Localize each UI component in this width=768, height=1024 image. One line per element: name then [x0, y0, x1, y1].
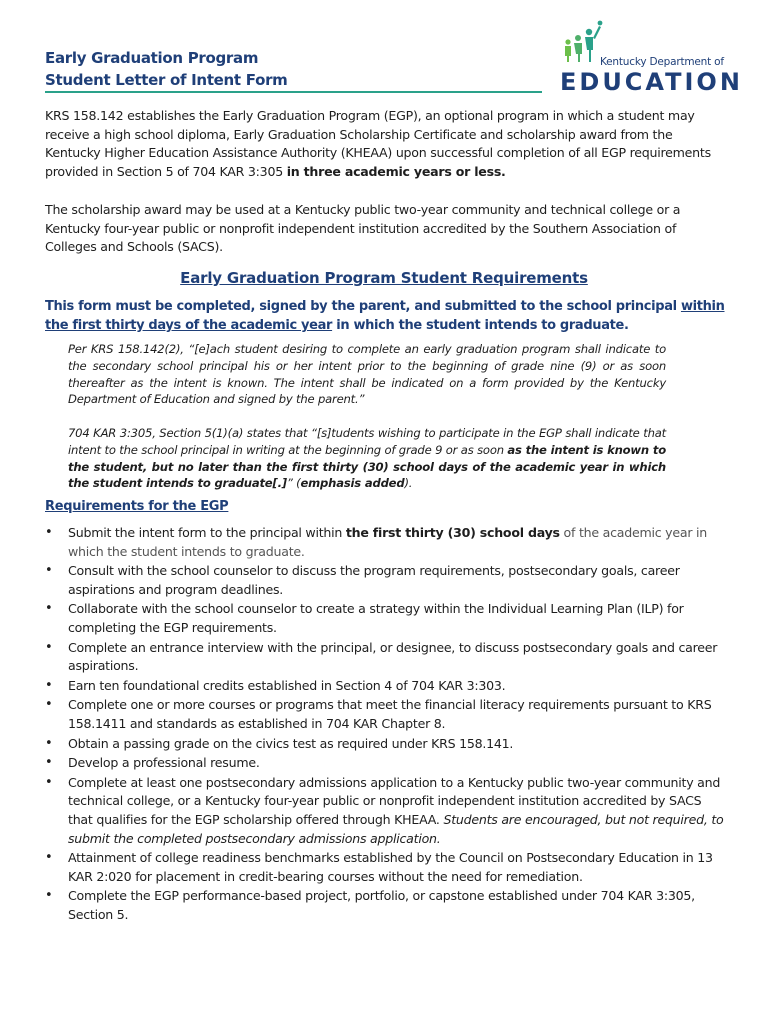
- section-heading-text: Early Graduation Program Student Requirements: [180, 269, 588, 287]
- form-instruction: [45, 297, 725, 335]
- bullet: •: [45, 525, 53, 540]
- requirement-item: [45, 562, 725, 599]
- requirement-bold: the first thirty (30) school days: [345, 525, 560, 540]
- instruction-start: This form must be completed, signed by the parent, and submitted to the school principal: [45, 299, 677, 314]
- requirement-item: [45, 735, 725, 754]
- requirement-item: [45, 754, 725, 773]
- requirement-text-end: of the academic year in which the student intends to graduate.: [68, 525, 707, 559]
- requirement-text: Submit the intent form to the principal within: [68, 525, 343, 540]
- section-heading: [0, 268, 768, 287]
- requirement-text: Earn ten foundational credits established in Section 4 of 704 KAR 3:303.: [68, 677, 506, 693]
- instruction-end: in which the student intends to graduate.: [336, 318, 629, 333]
- requirement-item: [45, 774, 725, 848]
- logo-wordmark: EDUCATION: [560, 68, 743, 96]
- requirement-text: Complete an entrance interview with the principal, or designee, to discuss postsecondary goals and career aspirations.: [68, 639, 718, 674]
- requirement-text: Develop a professional resume.: [68, 755, 260, 771]
- kar-quote-end: ).: [404, 476, 413, 491]
- intro-paragraph-2: The scholarship award may be used at a Kentucky public two-year community and technical college or a Kentucky four-year public or nonprofit independent institution accredited by the Southern Association of Colleges and Schools (SACS).: [45, 202, 681, 255]
- document-title-line1: Early Graduation Program: [45, 49, 259, 67]
- instruction-deadline: within the first thirty days of the academic year: [45, 299, 725, 333]
- bullet: •: [45, 601, 53, 617]
- requirement-item: [45, 524, 725, 561]
- requirement-item: [45, 677, 725, 696]
- document-header: [45, 47, 545, 91]
- requirement-text: Obtain a passing grade on the civics test as required under KRS 158.141.: [68, 735, 514, 751]
- kar-quote-bold: as the intent is known to the student, but no later than the first thirty (30) school days of the academic year in which the student intends to graduate[.]: [68, 442, 666, 491]
- document-title-line2: Student Letter of Intent Form: [45, 71, 288, 89]
- bullet: •: [45, 888, 53, 904]
- bullet: •: [45, 755, 53, 771]
- bullet: •: [45, 677, 53, 693]
- kar-quote-mid: ” (: [286, 476, 301, 491]
- requirement-item: [45, 639, 725, 676]
- bullet: •: [45, 639, 53, 655]
- krs-quote: Per KRS 158.142(2), “[e]ach student desiring to complete an early graduation program shall indicate to the secondary school principal his or her intent prior to the beginning of grade nine (9) or as soon thereafter as the intent is known. The intent shall be indicated on a form provided by the Kentucky Department of Education and signed by the parent.”: [68, 342, 666, 407]
- requirement-text: Complete one or more courses or programs that meet the financial literacy requirements pursuant to KRS 158.1411 and standards as established in 704 KAR Chapter 8.: [68, 697, 712, 731]
- kde-logo: [560, 18, 743, 98]
- header-divider: [45, 91, 542, 93]
- requirements-heading: Requirements for the EGP: [45, 499, 229, 514]
- intro-paragraph-1-bold: in three academic years or less.: [286, 164, 506, 180]
- intro-paragraph-1-text: KRS 158.142 establishes the Early Graduation Program (EGP), an optional program in which a student may receive a high school diploma, Early Graduation Scholarship Certificate and scholarship award from the Kentucky Higher Education Assistance Authority (KHEAA) upon successful completion of all EGP requirements provided in Section 5 of 704 KAR 3:305: [45, 108, 711, 180]
- kar-quote-emphasis: emphasis added: [300, 476, 405, 491]
- requirements-list: [45, 524, 725, 925]
- kar-quote: [68, 425, 666, 492]
- bullet: •: [45, 850, 53, 866]
- requirement-item: [45, 849, 725, 886]
- requirement-text: Complete the EGP performance-based project, portfolio, or capstone established under 704 KAR 3:305, Section 5.: [68, 888, 695, 922]
- bullet: •: [45, 697, 53, 713]
- logo-subtitle: Kentucky Department of: [600, 56, 724, 68]
- intro-paragraph-1: [45, 107, 725, 182]
- requirement-item: [45, 887, 725, 924]
- requirement-text: Consult with the school counselor to discuss the program requirements, postsecondary goals, career aspirations and program deadlines.: [68, 563, 680, 597]
- requirement-text: Collaborate with the school counselor to create a strategy within the Individual Learning Plan (ILP) for completing the EGP requirements.: [68, 601, 684, 635]
- bullet: •: [45, 774, 53, 790]
- kar-quote-start: 704 KAR 3:305, Section 5(1)(a) states that “[s]tudents wishing to participate in the EGP shall indicate that intent to the school principal in writing at the beginning of grade 9 or as soon: [68, 426, 666, 457]
- requirement-text: Complete at least one postsecondary admissions application to a Kentucky public two-year community and technical college, or a Kentucky four-year public or nonprofit independent institution accredited by SACS that qualifies for the EGP scholarship offered through KHEAA.: [68, 774, 721, 827]
- requirement-italic-note: Students are encouraged, but not required, to submit the completed postsecondary admissions application.: [68, 811, 724, 846]
- bullet: •: [45, 735, 53, 751]
- requirement-text: Attainment of college readiness benchmarks established by the Council on Postsecondary Education in 13 KAR 2:020 for placement in credit-bearing courses without the need for remediation.: [68, 850, 713, 884]
- requirement-item: [45, 600, 725, 637]
- bullet: •: [45, 563, 53, 579]
- requirement-item: [45, 696, 725, 733]
